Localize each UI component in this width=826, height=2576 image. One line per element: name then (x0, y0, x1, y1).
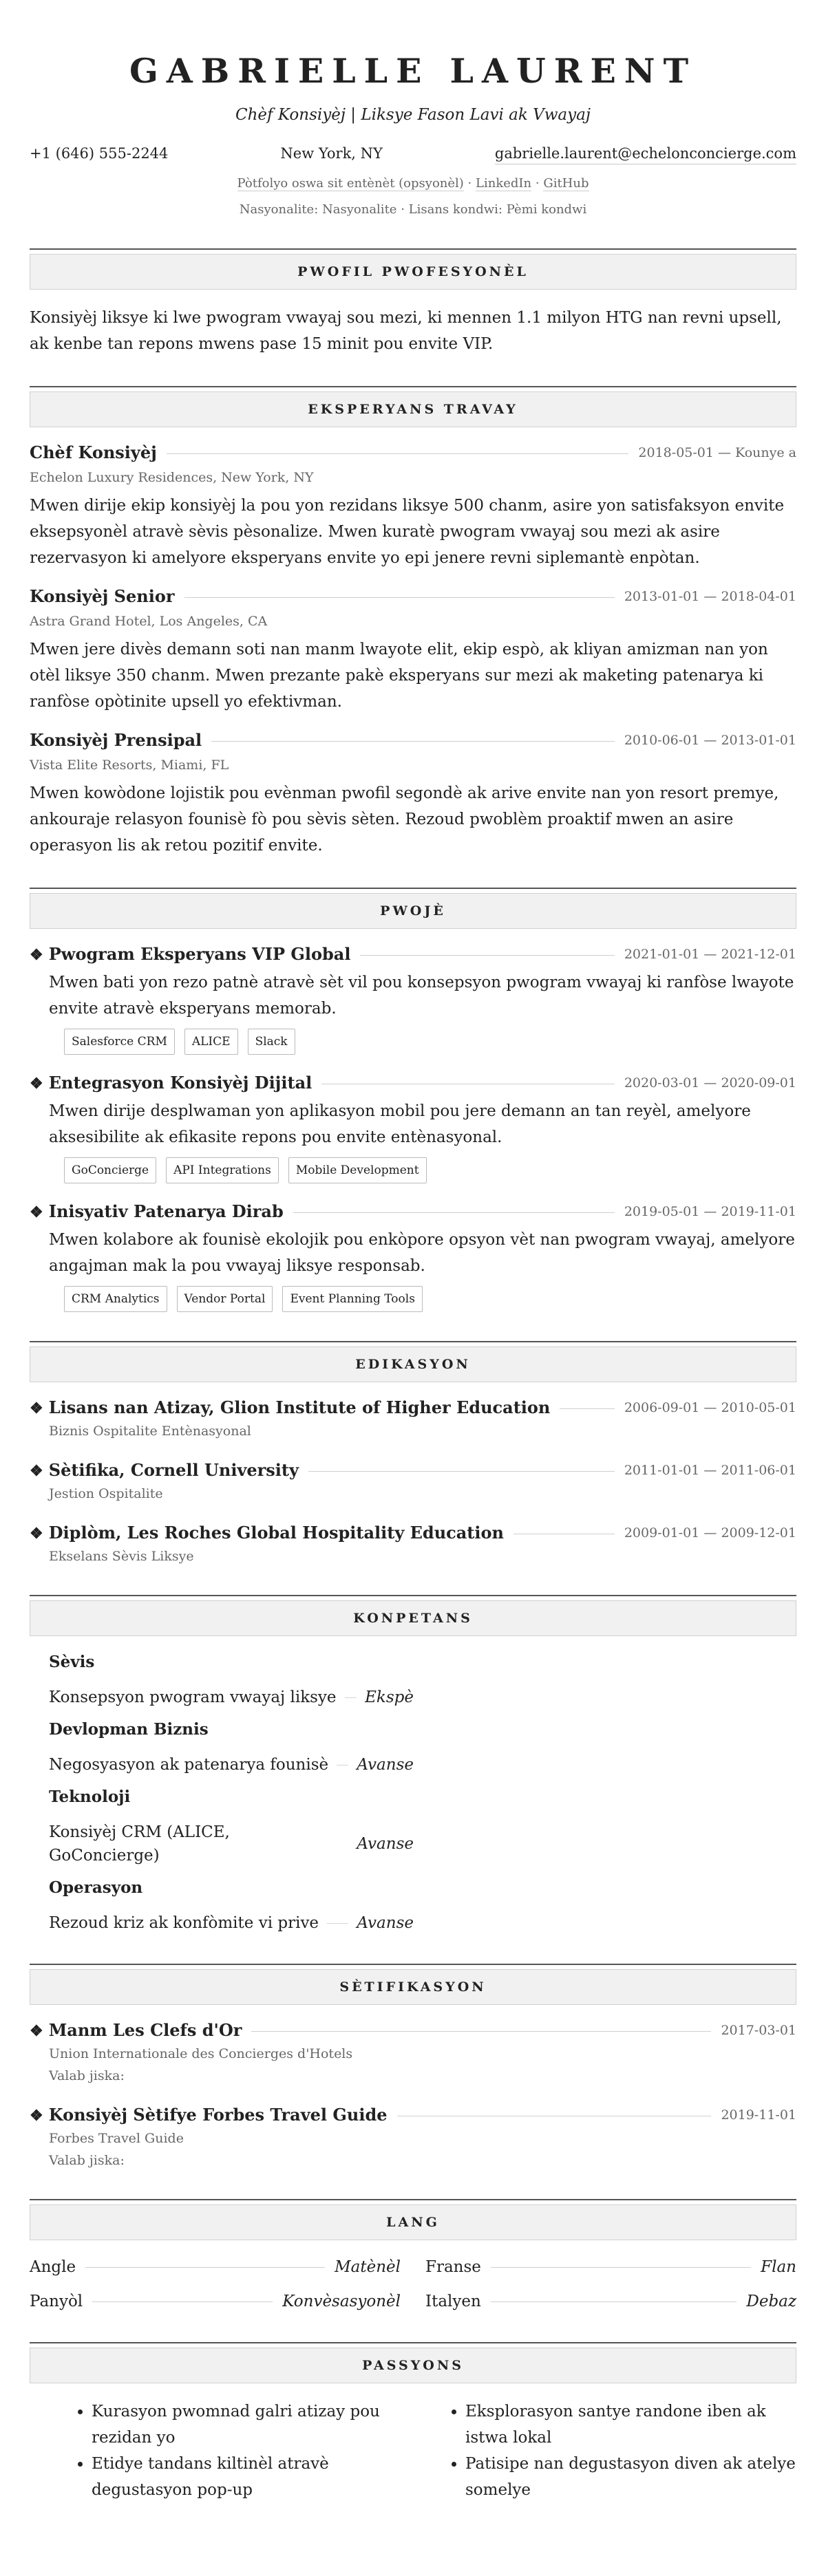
passion-item: • Etidye tandans kiltinèl atravè degustasyon pop-up (92, 2451, 423, 2503)
dotted-leader (264, 1844, 348, 1845)
location: New York, NY (280, 145, 383, 162)
language-item (425, 2255, 796, 2279)
languages-grid (30, 2255, 796, 2313)
language-item (30, 2290, 401, 2313)
skill-name: Konsiyèj CRM (ALICE, GoConcierge) (49, 1823, 230, 1865)
project-name: ❖ Entegrasyon Konsiyèj Dijital (30, 1073, 312, 1093)
job-dates: 2010-06-01 — 2013-01-01 (624, 732, 796, 748)
job-dates: 2013-01-01 — 2018-04-01 (624, 588, 796, 604)
certification-date: 2017-03-01 (721, 2022, 796, 2038)
employer: Echelon Luxury Residences, New York, NY (30, 470, 314, 485)
dotted-leader (327, 1923, 348, 1924)
entry-header (30, 944, 796, 964)
skill-level: Avanse (357, 1835, 414, 1853)
phone-number[interactable]: +1 (646) 555-2244 (30, 145, 169, 162)
skill-level: Ekspè (365, 1688, 414, 1706)
linkedin-link[interactable]: LinkedIn (476, 176, 532, 191)
certification-entry (30, 2020, 796, 2085)
links-row (30, 174, 796, 193)
skill-level: Avanse (357, 1914, 414, 1932)
experience-section (30, 386, 796, 859)
language-level: Konvèsasyonèl (282, 2293, 401, 2310)
dotted-leader (167, 453, 629, 454)
section-heading: PWOFIL PWOFESYONÈL (30, 254, 796, 290)
employer: Astra Grand Hotel, Los Angeles, CA (30, 614, 268, 629)
education-entry (30, 1460, 796, 1503)
dotted-leader (85, 2267, 325, 2268)
section-heading: EKSPERYANS TRAVAY (30, 391, 796, 427)
project-tags (30, 1286, 796, 1312)
education-dates: 2009-01-01 — 2009-12-01 (624, 1525, 796, 1541)
field-of-study: Ekselans Sèvis Liksye (49, 1549, 194, 1564)
skill-item (49, 1686, 414, 1709)
passions-list-left (63, 2398, 423, 2503)
skill-category: Devlopman Biznis (49, 1720, 209, 1739)
education-entry (30, 1523, 796, 1566)
section-heading: PASSYONS (30, 2348, 796, 2383)
passion-item: • Eksplorasyon santye randone iben ak istwa lokal (465, 2398, 796, 2451)
project-description: Mwen dirije desplwaman yon aplikasyon mobil pou jere demann an tan reyèl, amelyore aksesibilite ak efikasite repons pou envite entènasyonal. (49, 1102, 751, 1146)
skill-name: Rezoud kriz ak konfòmite vi prive (49, 1914, 319, 1932)
dotted-leader (92, 2301, 273, 2302)
dotted-leader (251, 2031, 711, 2032)
field-of-study: Biznis Ospitalite Entènasyonal (49, 1424, 251, 1439)
skill-category: Teknoloji (49, 1788, 131, 1806)
project-tags (30, 1157, 796, 1183)
tech-tag: API Integrations (166, 1157, 279, 1183)
passions-section (30, 2342, 796, 2503)
job-description: Mwen kowòdone lojistik pou evènman pwofil segondè ak arive envite nan yon resort premye, ankouraje relasyon founisè fò pou sèvis sèten. Rezoud pwoblèm proaktif mwen an asire operasyon lis ak retou pozitif envite. (30, 784, 779, 855)
tech-tag: GoConcierge (64, 1157, 156, 1183)
github-link[interactable]: GitHub (543, 176, 589, 191)
entry-header (30, 442, 796, 462)
portfolio-link[interactable]: Pòtfolyo oswa sit entènèt (opsyonèl) (237, 176, 464, 191)
entry-header (30, 1523, 796, 1543)
tech-tag: Slack (248, 1029, 295, 1055)
email-link[interactable]: gabrielle.laurent@echelonconcierge.com (495, 143, 796, 164)
certification-issuer: Union Internationale des Concierges d'Hotels (49, 2046, 353, 2061)
link-separator: · (535, 176, 540, 191)
degree-title: ❖ Lisans nan Atizay, Glion Institute of Higher Education (30, 1397, 550, 1417)
dotted-leader (211, 741, 615, 742)
language-name: Angle (30, 2258, 76, 2276)
project-dates: 2020-03-01 — 2020-09-01 (624, 1075, 796, 1091)
job-title: Chèf Konsiyèj (30, 442, 157, 462)
experience-entry (30, 730, 796, 859)
job-description: Mwen jere divès demann soti nan manm lwayote elit, ekip espò, ak kliyan amizman nan yon otèl liksye 350 chanm. Mwen prezante pakè eksperyans sur mezi ak maketing patenarya ki ranfòse opòtinite upsell yo efektivman. (30, 641, 768, 711)
education-dates: 2011-01-01 — 2011-06-01 (624, 1462, 796, 1478)
dotted-leader (308, 1471, 615, 1472)
project-tags (30, 1029, 796, 1055)
section-heading: EDIKASYON (30, 1346, 796, 1382)
projects-section (30, 888, 796, 1312)
job-title: Konsiyèj Prensipal (30, 730, 202, 750)
entry-header (30, 2105, 796, 2125)
entry-header (30, 586, 796, 606)
candidate-headline: Chèf Konsiyèj | Liksye Fason Lavi ak Vwayaj (235, 106, 591, 124)
education-dates: 2006-09-01 — 2010-05-01 (624, 1399, 796, 1415)
tech-tag: CRM Analytics (64, 1286, 167, 1312)
education-entry (30, 1397, 796, 1441)
entry-header (30, 1460, 796, 1480)
language-level: Debaz (746, 2293, 796, 2310)
skill-category: Sèvis (49, 1653, 95, 1671)
field-of-study: Jestion Ospitalite (49, 1486, 163, 1501)
dotted-leader (345, 1697, 357, 1698)
nationality: Nasyonalite: Nasyonalite (239, 202, 397, 217)
job-description: Mwen dirije ekip konsiyèj la pou yon rezidans liksye 500 chanm, asire yon satisfaksyon envite eksepsyonèl atravè sèvis pèsonalize. Mwen kuratè pwogram vwayaj sou mezi ak asire rezervasyon ki amelyore eksperyans envite yo epi jenere revni siplemantè enpòtan. (30, 497, 785, 567)
tech-tag: Event Planning Tools (282, 1286, 423, 1312)
driving-license: Lisans kondwi: Pèmi kondwi (408, 202, 587, 217)
contact-row (30, 143, 796, 164)
certification-name: ❖ Manm Les Clefs d'Or (30, 2020, 242, 2040)
certification-validity: Valab jiska: (49, 2068, 125, 2083)
dotted-leader (491, 2301, 737, 2302)
section-heading: LANG (30, 2204, 796, 2240)
dotted-leader (491, 2267, 751, 2268)
project-description: Mwen kolabore ak founisè ekolojik pou enkòpore opsyon vèt nan pwogram vwayaj, amelyore angajman mak la pou vwayaj liksye responsab. (49, 1231, 795, 1275)
skill-name: Negosyasyon ak patenarya founisè (49, 1756, 329, 1774)
dotted-leader (360, 955, 614, 956)
project-dates: 2021-01-01 — 2021-12-01 (624, 946, 796, 962)
job-dates: 2018-05-01 — Kounye a (638, 444, 796, 460)
certification-entry (30, 2105, 796, 2170)
skills-list (30, 1651, 796, 1935)
certification-date: 2019-11-01 (721, 2107, 796, 2123)
certification-validity: Valab jiska: (49, 2153, 125, 2168)
skill-item (49, 1753, 414, 1777)
candidate-name: GABRIELLE LAURENT (129, 51, 697, 91)
entry-header (30, 730, 796, 750)
skill-level: Avanse (357, 1756, 414, 1774)
degree-title: ❖ Sètifika, Cornell University (30, 1460, 299, 1480)
experience-entry (30, 442, 796, 571)
language-name: Panyòl (30, 2293, 83, 2310)
project-entry (30, 1073, 796, 1183)
project-entry (30, 944, 796, 1055)
section-heading: SÈTIFIKASYON (30, 1969, 796, 2005)
skill-item (49, 1911, 414, 1935)
language-level: Matènèl (335, 2258, 401, 2276)
section-heading: PWOJÈ (30, 893, 796, 929)
personal-meta-row (30, 200, 796, 219)
resume-header (30, 48, 796, 219)
passion-item: • Kurasyon pwomnad galri atizay pou rezidan yo (92, 2398, 423, 2451)
certification-issuer: Forbes Travel Guide (49, 2131, 184, 2146)
language-item (425, 2290, 796, 2313)
language-name: Italyen (425, 2293, 481, 2310)
employer: Vista Elite Resorts, Miami, FL (30, 758, 229, 773)
education-section (30, 1341, 796, 1566)
link-separator: · (467, 176, 472, 191)
project-name: ❖ Pwogram Eksperyans VIP Global (30, 944, 350, 964)
language-name: Franse (425, 2258, 481, 2276)
certification-name: ❖ Konsiyèj Sètifye Forbes Travel Guide (30, 2105, 388, 2125)
project-name: ❖ Inisyativ Patenarya Dirab (30, 1201, 284, 1221)
experience-entry (30, 586, 796, 715)
dotted-leader (293, 1212, 615, 1213)
language-item (30, 2255, 401, 2279)
profile-summary: Konsiyèj liksye ki lwe pwogram vwayaj sou mezi, ki mennen 1.1 milyon HTG nan revni upsell, ak kenbe tan repons mwens pase 15 minit pou envite VIP. (30, 309, 782, 353)
languages-section (30, 2199, 796, 2313)
passions-grid (30, 2398, 796, 2503)
entry-header (30, 1201, 796, 1221)
project-description: Mwen bati yon rezo patnè atravè sèt vil pou konsepsyon pwogram vwayaj ki ranfòse lwayote envite atravè eksperyans memorab. (49, 974, 794, 1018)
dotted-leader (560, 1408, 614, 1409)
entry-header (30, 1073, 796, 1093)
skill-category: Operasyon (49, 1878, 143, 1897)
tech-tag: Salesforce CRM (64, 1029, 175, 1055)
project-entry (30, 1201, 796, 1312)
tech-tag: Mobile Development (288, 1157, 427, 1183)
tech-tag: Vendor Portal (177, 1286, 273, 1312)
passions-list-right (436, 2398, 796, 2503)
dotted-leader (184, 597, 615, 598)
degree-title: ❖ Diplòm, Les Roches Global Hospitality Education (30, 1523, 504, 1543)
skill-name: Konsepsyon pwogram vwayaj liksye (49, 1688, 337, 1706)
skill-item (49, 1821, 414, 1867)
profile-section (30, 248, 796, 357)
skills-section (30, 1595, 796, 1935)
tech-tag: ALICE (184, 1029, 238, 1055)
passion-item: • Patisipe nan degustasyon diven ak atelye somelye (465, 2451, 796, 2503)
meta-separator: · (401, 202, 405, 217)
project-dates: 2019-05-01 — 2019-11-01 (624, 1203, 796, 1219)
job-title: Konsiyèj Senior (30, 586, 175, 606)
certifications-section (30, 1964, 796, 2170)
section-heading: KONPETANS (30, 1600, 796, 1636)
entry-header (30, 1397, 796, 1417)
entry-header (30, 2020, 796, 2040)
language-level: Flan (761, 2258, 796, 2276)
